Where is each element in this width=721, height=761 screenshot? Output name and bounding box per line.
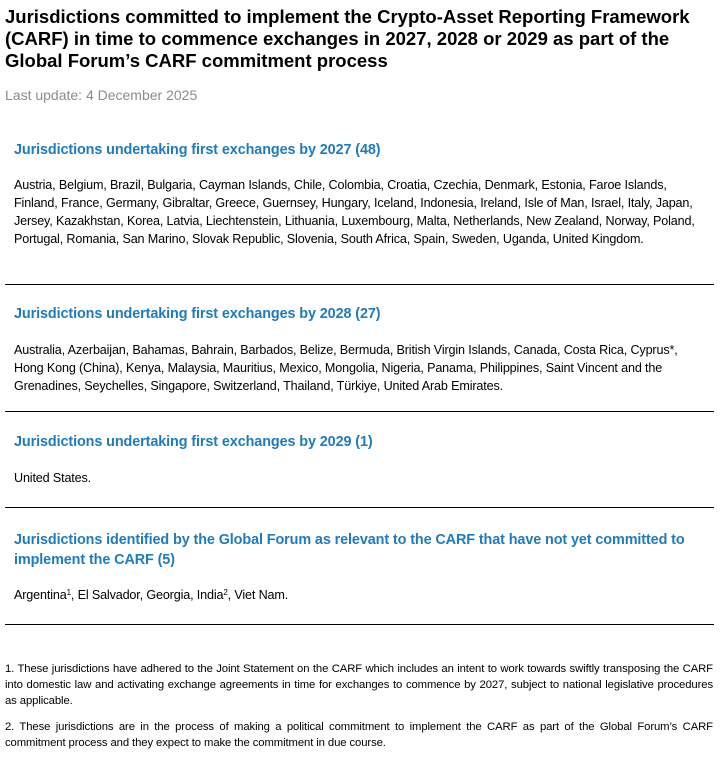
section-divider	[5, 411, 714, 412]
footnote-2: 2. These jurisdictions are in the process of making a political commitment to implement the CARF as part of the Global Forum’s CARF commitment process and they expect to make the commitment in due course.	[5, 721, 713, 749]
section-divider	[5, 624, 714, 625]
section-heading-2029: Jurisdictions undertaking first exchanges by 2029 (1)	[14, 434, 373, 450]
last-update-date: Last update: 4 December 2025	[5, 87, 198, 103]
footnote-marker: 2	[223, 588, 228, 597]
section-divider	[5, 507, 714, 508]
footnote-marker: 1	[66, 588, 71, 597]
section-list-2028: Australia, Azerbaijan, Bahamas, Bahrain, Barbados, Belize, Bermuda, British Virgin Islands, Canada, Costa Rica, Cyprus*, Hong Kong (China), Kenya, Malaysia, Mauritius, Mexico, Mongolia, Nigeria, Panama, Philippines, Saint Vincent and the Grenadines, Seychelles, Singapore, Switzerland, Thailand, Türkiye, United Arab Emirates.	[14, 343, 678, 393]
section-list-2029: United States.	[14, 471, 92, 485]
jurisdiction-text: Argentina	[14, 588, 67, 602]
section-heading-2028: Jurisdictions undertaking first exchanges by 2028 (27)	[14, 306, 381, 322]
jurisdiction-text: , El Salvador, Georgia, India	[70, 588, 224, 602]
section-heading-not-committed: Jurisdictions identified by the Global Forum as relevant to the CARF that have not yet committed to implement the CARF (5)	[14, 532, 685, 568]
section-list-not-committed	[14, 586, 709, 604]
page-title: Jurisdictions committed to implement the Crypto-Asset Reporting Framework (CARF) in time to commence exchanges in 2027, 2028 or 2029 as part of the Global Forum’s CARF commitment process	[5, 6, 690, 71]
section-heading-2027: Jurisdictions undertaking first exchanges by 2027 (48)	[14, 142, 381, 158]
section-list-2027: Austria, Belgium, Brazil, Bulgaria, Cayman Islands, Chile, Colombia, Croatia, Czechia, Denmark, Estonia, Faroe Islands, Finland, France, Germany, Gibraltar, Greece, Guernsey, Hungary, Iceland, Indonesia, Ireland, Isle of Man, Israel, Italy, Japan, Jersey, Kazakhstan, Korea, Latvia, Liechtenstein, Lithuania, Luxembourg, Malta, Netherlands, New Zealand, Norway, Poland, Portugal, Romania, San Marino, Slovak Republic, Slovenia, South Africa, Spain, Sweden, Uganda, United Kingdom.	[14, 178, 695, 246]
section-divider	[5, 284, 714, 285]
jurisdiction-text: , Viet Nam.	[227, 588, 289, 602]
footnote-1: 1. These jurisdictions have adhered to the Joint Statement on the CARF which includes an intent to work towards swiftly transposing the CARF into domestic law and activating exchange agreements in time for exchanges to commence by 2027, subject to national legislative procedures as applicable.	[5, 663, 713, 707]
